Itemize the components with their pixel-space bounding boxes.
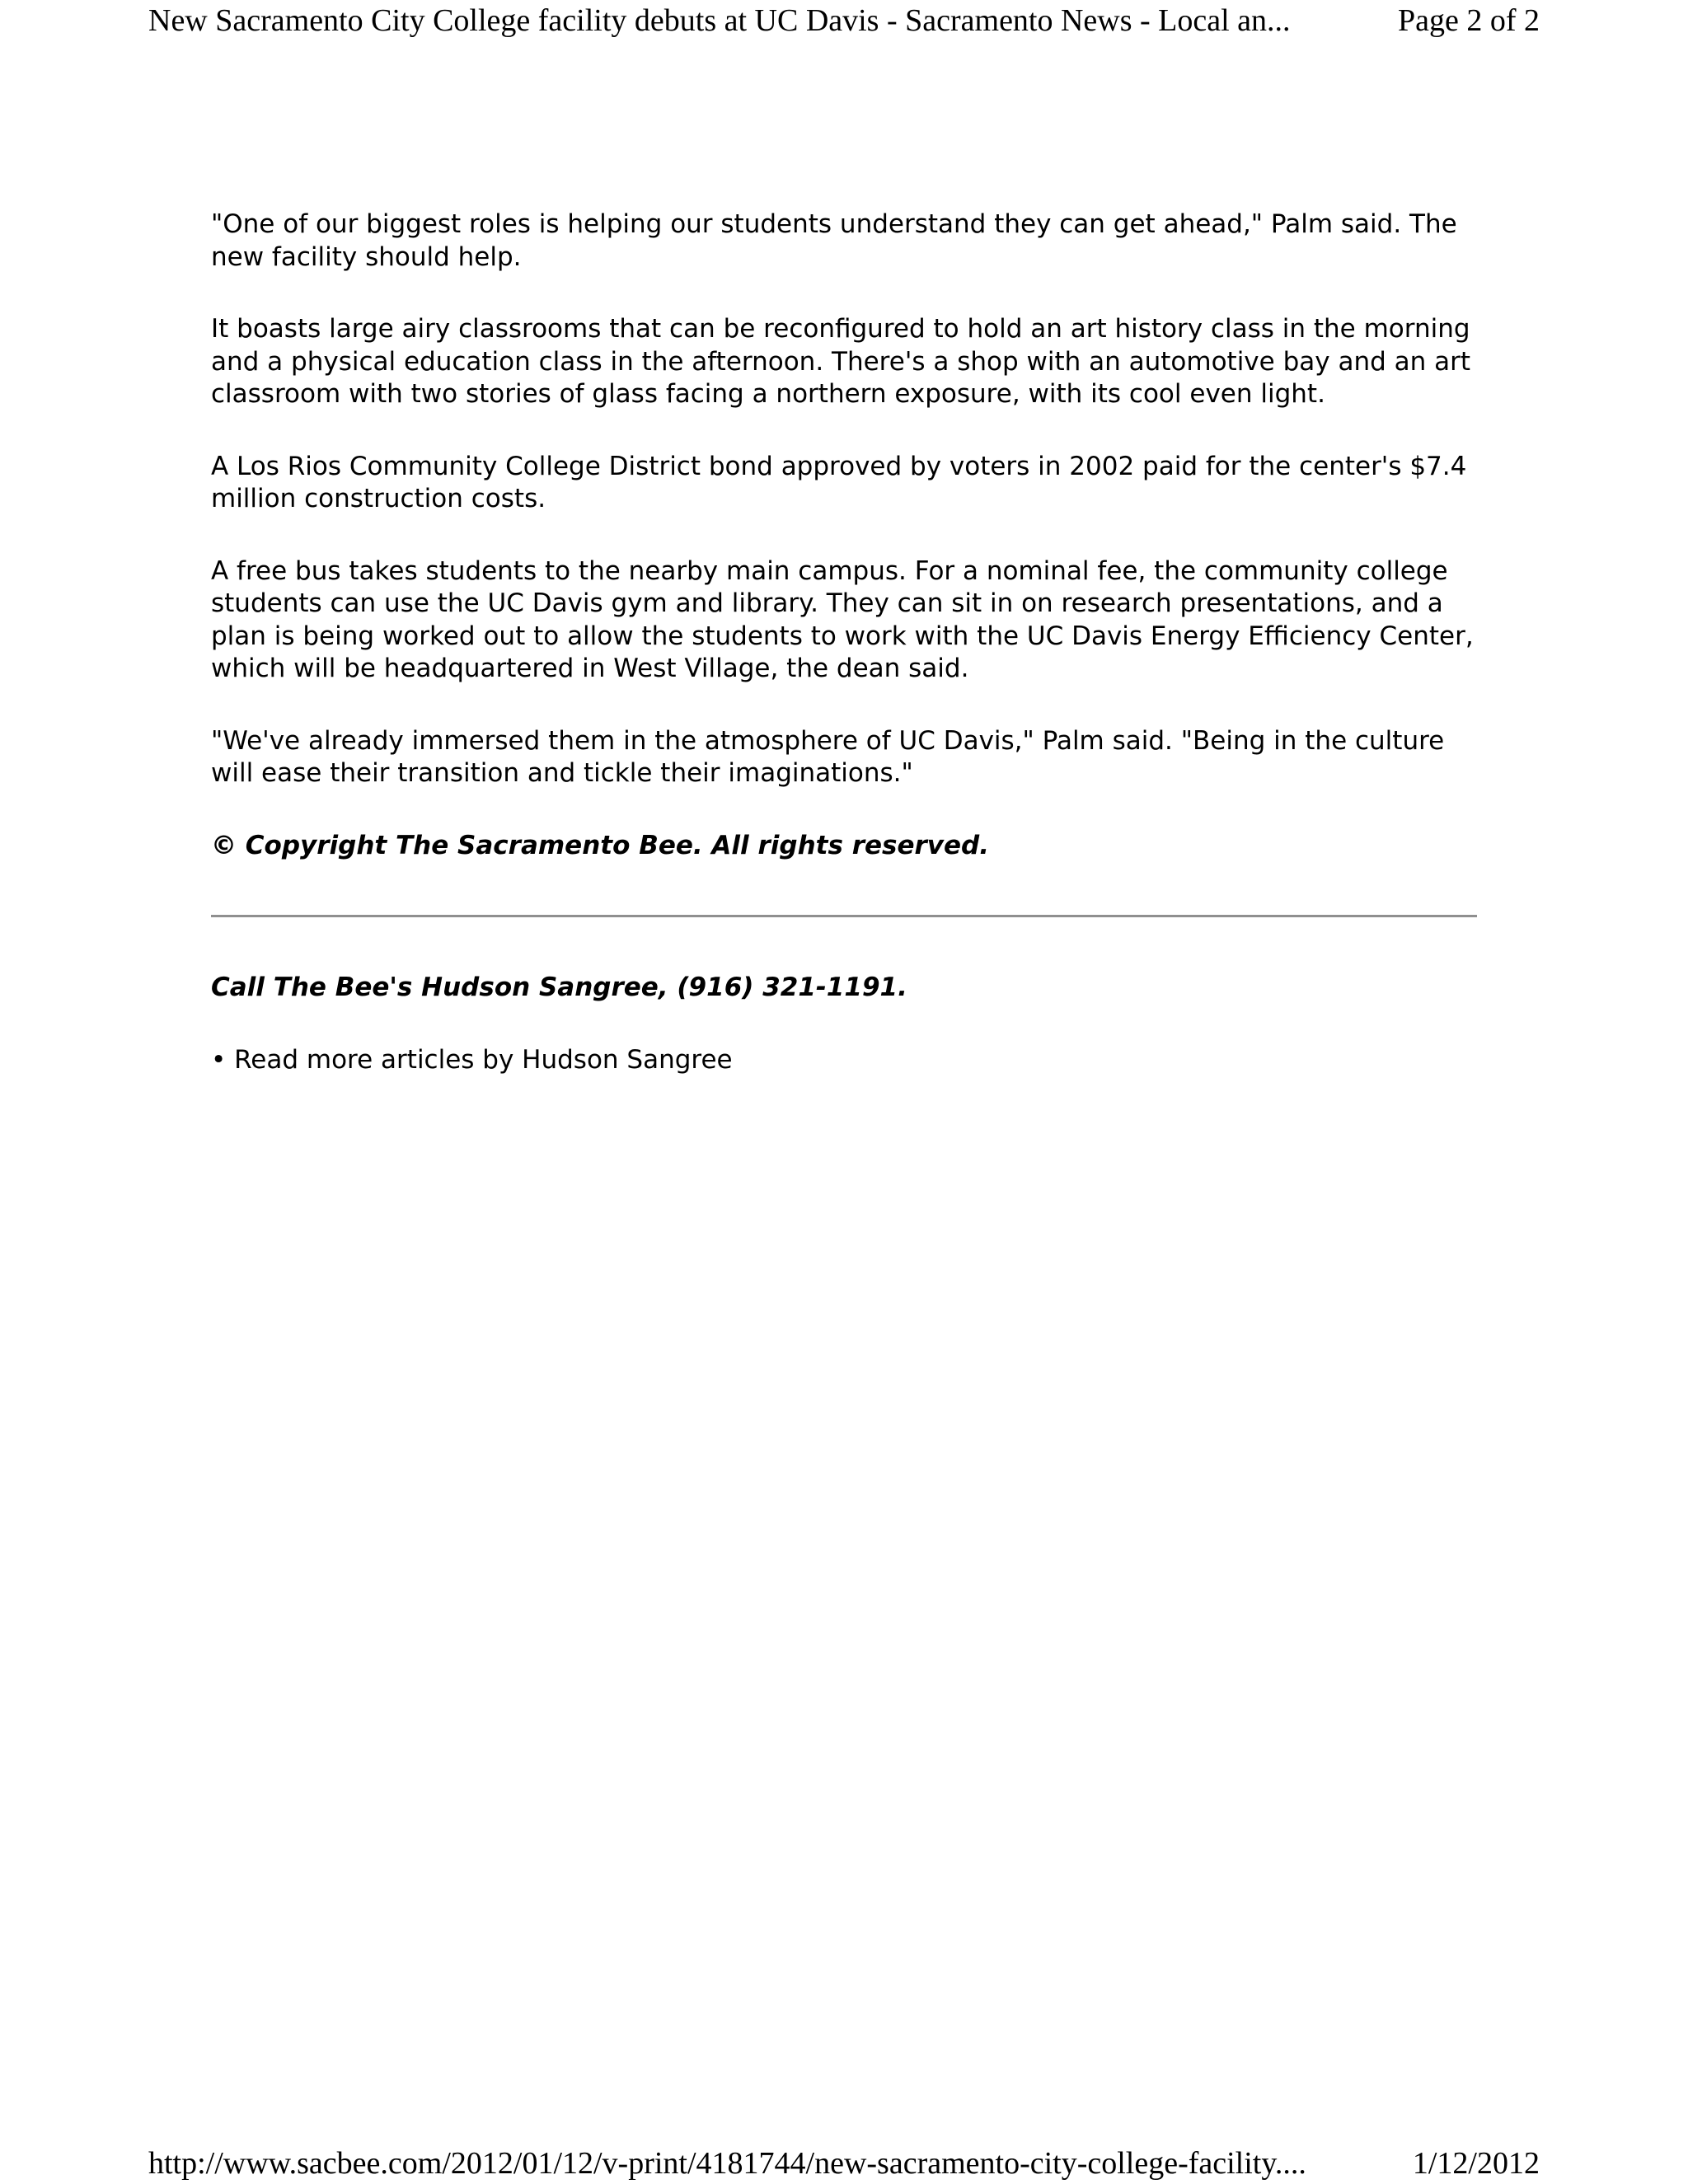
print-footer bbox=[148, 2143, 1540, 2184]
article-paragraph: "One of our biggest roles is helping our students understand they can get ahead," Palm said. The new facility should help. bbox=[211, 209, 1457, 272]
document-title: New Sacramento City College facility debuts at UC Davis - Sacramento News - Local an... bbox=[148, 3, 1291, 38]
print-header bbox=[148, 0, 1540, 49]
article-paragraph: "We've already immersed them in the atmosphere of UC Davis," Palm said. "Being in the culture will ease their transition and tickle their imaginations." bbox=[211, 725, 1445, 788]
author-contact: Call The Bee's Hudson Sangree, (916) 321-1191. bbox=[211, 972, 907, 1002]
article-paragraph: A free bus takes students to the nearby main campus. For a nominal fee, the community college students can use the UC Davis gym and library. They can sit in on research presentations, and a plan is being worked out to allow the students to work with the UC Davis Energy Efficiency Center, which will be headquartered in West Village, the dean said. bbox=[211, 555, 1474, 683]
page-url: http://www.sacbee.com/2012/01/12/v-print/4181744/new-sacramento-city-college-facility.... bbox=[148, 2146, 1306, 2181]
more-articles-item bbox=[211, 1044, 1480, 1077]
article-paragraph: It boasts large airy classrooms that can be reconfigured to hold an art history class in the morning and a physical education class in the afternoon. There's a shop with an automotive bay and an art classroom with two stories of glass facing a northern exposure, with its cool even light. bbox=[211, 314, 1471, 409]
article-paragraph: A Los Rios Community College District bond approved by voters in 2002 paid for the center's $7.4 million construction costs. bbox=[211, 451, 1467, 513]
page-number: Page 2 of 2 bbox=[1397, 3, 1540, 38]
print-date: 1/12/2012 bbox=[1412, 2146, 1540, 2181]
more-articles-link[interactable]: • Read more articles by Hudson Sangree bbox=[211, 1044, 733, 1075]
article-body bbox=[211, 209, 1480, 1116]
copyright-notice: © Copyright The Sacramento Bee. All rights reserved. bbox=[211, 830, 989, 860]
section-divider bbox=[211, 915, 1477, 917]
